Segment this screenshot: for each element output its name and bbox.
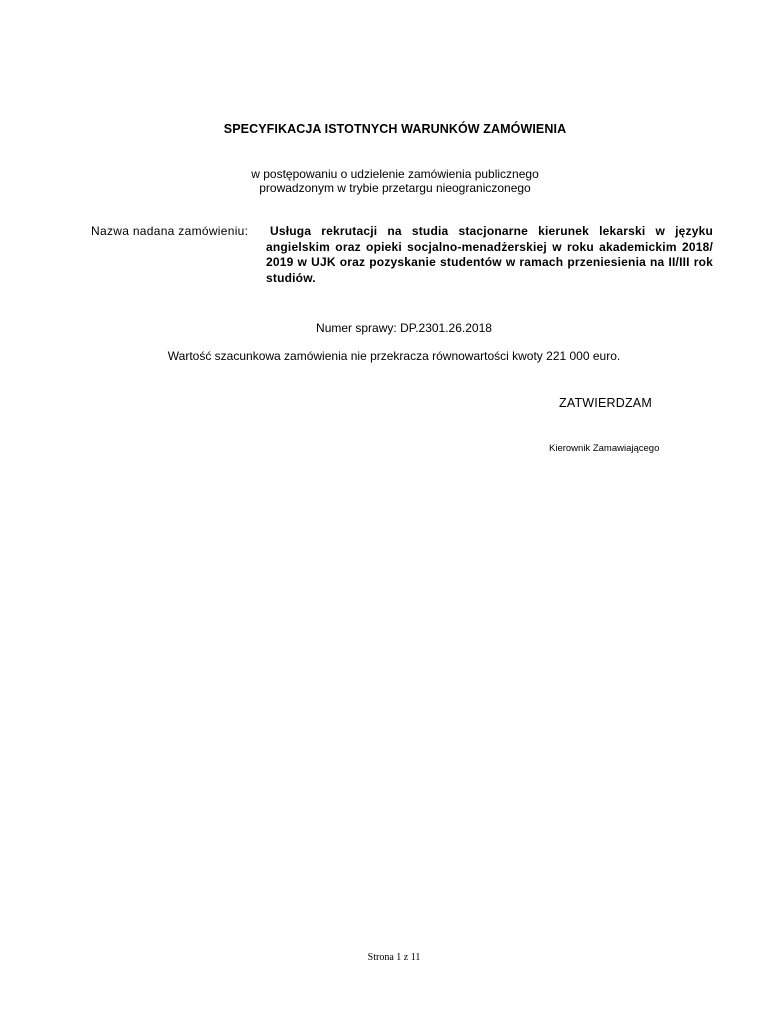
order-name-value: Usługa rekrutacji na studia stacjonarne kierunek lekarski w języku angielskim oraz opieki socjalno-menadżerskiej w roku akademickim 2018/ 2019 w UJK oraz pozyskanie studentów w ramach przeniesienia na II/III rok studiów. (266, 224, 713, 285)
subtitle-line-1: w postępowaniu o udzielenie zamówienia publicznego (251, 167, 539, 181)
order-name-label: Nazwa nadana zamówieniu: (91, 224, 249, 238)
approval-heading: ZATWIERDZAM (559, 396, 652, 410)
page-footer: Strona 1 z 11 (367, 952, 421, 963)
approver-title: Kierownik Zamawiającego (549, 443, 660, 454)
case-number: Numer sprawy: DP.2301.26.2018 (316, 321, 492, 335)
subtitle-line-2: prowadzonym w trybie przetargu nieograniczonego (259, 181, 531, 195)
estimated-value: Wartość szacunkowa zamówienia nie przekracza równowartości kwoty 221 000 euro. (167, 349, 621, 363)
document-title: SPECYFIKACJA ISTOTNYCH WARUNKÓW ZAMÓWIENIA (223, 122, 567, 136)
